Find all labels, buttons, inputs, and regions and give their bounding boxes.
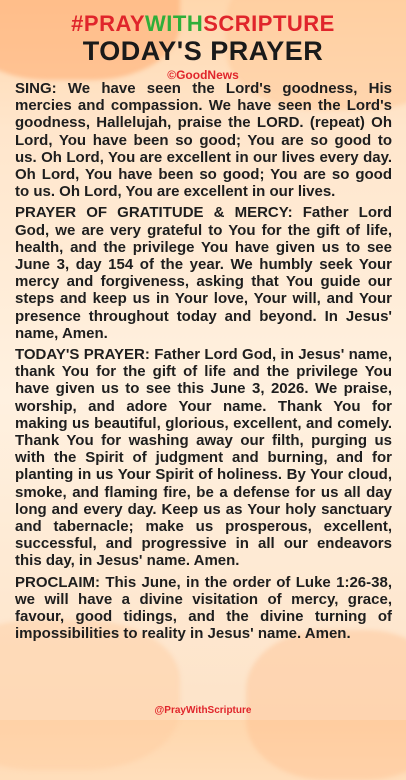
header xyxy=(0,12,406,82)
hashtag-hash: # xyxy=(71,11,84,36)
footer-handle: @PrayWithScripture xyxy=(154,705,252,716)
paragraph-sing: SING: We have seen the Lord's goodness, His mercies and compassion. We have seen the Lord's goodness, Hallelujah, praise the LORD. (repeat) Oh Lord, You have been so good; You are so good to us. Oh Lord, You are excellent in our lives every day. Oh Lord, You have been so good; You are so good to us. Oh Lord, You are excellent in our lives. xyxy=(15,80,392,201)
hashtag-pray: PRAY xyxy=(83,11,146,36)
prayer-content xyxy=(15,80,392,647)
hashtag-title xyxy=(0,12,406,36)
paragraph-gratitude: PRAYER OF GRATITUDE & MERCY: Father Lord God, we are very grateful to You for the gift of life, health, and the privilege You have given us to see June 3, day 154 of the year. We humbly seek Your mercy and forgiveness, asking that You guide our steps and keep us in Your love, Your will, and Your presence throughout today and beyond. In Jesus' name, Amen. xyxy=(15,204,392,342)
header-handle: ©GoodNews xyxy=(167,68,239,82)
hashtag-with: WITH xyxy=(145,11,204,36)
paragraph-todays-prayer: TODAY'S PRAYER: Father Lord God, in Jesus' name, thank You for the gift of life and the privilege You have given us to see this June 3, 2026. We praise, worship, and adore Your name. Thank You for making us beautiful, glorious, excellent, and comely. Thank You for washing away our filth, purging us with the Spirit of judgment and burning, and for planting in us Your Spirit of holiness. By Your cloud, smoke, and flaming fire, be a defense for us all day long and every day. Keep us as Your holy sanctuary and tabernacle; make us prosperous, excellent, successful, and progressive in all our endeavors this day, in Jesus' name. Amen. xyxy=(15,346,392,570)
paragraph-proclaim: PROCLAIM: This June, in the order of Luke 1:26-38, we will have a divine visitation of mercy, grace, favour, good tidings, and the divine turning of impossibilities to reality in Jesus' name. Amen. xyxy=(15,573,392,643)
hashtag-scripture: SCRIPTURE xyxy=(203,11,335,36)
page-title: TODAY'S PRAYER xyxy=(82,36,324,66)
